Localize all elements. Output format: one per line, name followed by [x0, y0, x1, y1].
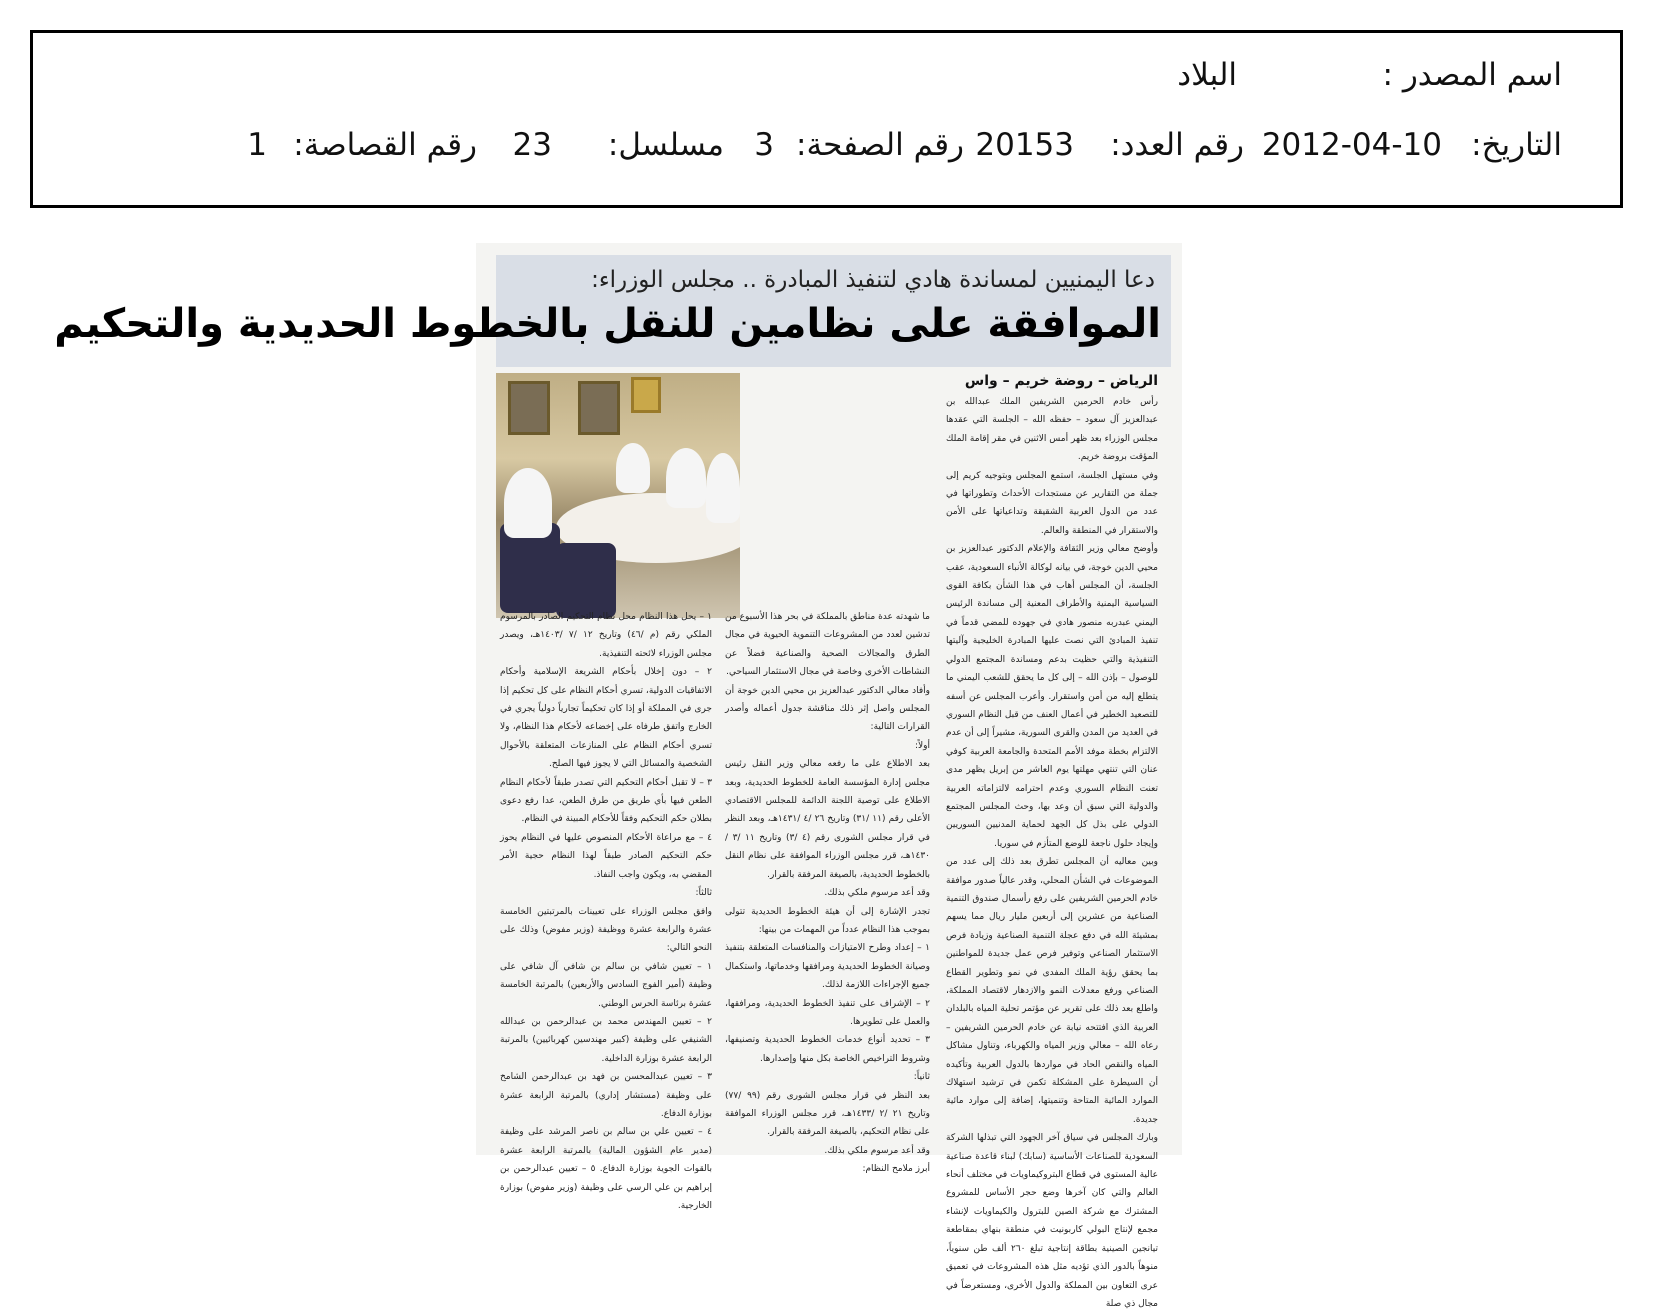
page-label: رقم الصفحة: [796, 127, 964, 163]
paragraph: ثالثاً: [695, 888, 712, 899]
source-value: البلاد [1177, 57, 1237, 93]
byline: الرياض – روضة خريم – واس [964, 373, 1158, 389]
paragraph: ما شهدته عدة مناطق بالمملكة في بحر هذا الأسبوع من تدشين لعدد من المشروعات التنموية الحيوية في مجال الطرق والمجالات الصحية والصناعية فضلاً عن النشاطات الأخرى وخاصة في مجال الاستثمار السياحي. [725, 612, 930, 678]
page-value: 3 [754, 127, 774, 163]
paragraph: ثانياً: [913, 1072, 930, 1083]
chandelier [631, 377, 661, 413]
source-info-box [30, 30, 1623, 208]
attendee [504, 468, 552, 538]
paragraph: ٢ – دون إخلال بأحكام الشريعة الإسلامية وأحكام الاتفاقيات الدولية، تسري أحكام النظام على كل تحكيم إذا جرى في المملكة أو إذا كان تحكيماً تجارياً دولياً يجري في الخارج واتفق طرفاه على إخضاعه لأحكام هذا النظام، ولا تسري أحكام النظام على المنازعات المتعلقة بالأحوال الشخصية والمسائل التي لا يجوز فيها الصلح. [500, 667, 712, 770]
kicker: دعا اليمنيين لمساندة هادي لتنفيذ المبادرة .. مجلس الوزراء: [591, 267, 1155, 293]
paragraph: ٢ – تعيين المهندس محمد بن عبدالرحمن بن عبدالله الشنيفي على وظيفة (كبير مهندسين كهربائيين) بالمرتبة الرابعة عشرة بوزارة الداخلية. [500, 1016, 712, 1064]
article-column-middle [725, 608, 930, 1179]
paragraph: أبرز ملامح النظام: [862, 1164, 930, 1175]
paragraph: وقد أعد مرسوم ملكي بذلك. [824, 888, 930, 899]
cabinet-meeting-photo [496, 373, 740, 618]
issue-label: رقم العدد: [1110, 127, 1244, 163]
paragraph: ٤ – مع مراعاة الأحكام المنصوص عليها في النظام يحوز حكم التحكيم الصادر طبقاً لهذا النظام حجية الأمر المقضي به، ويكون واجب النفاذ. [500, 832, 712, 880]
portrait-frame [578, 381, 620, 435]
attendee [706, 453, 740, 523]
paragraph: ١ – إعداد وطرح الامتيازات والمنافسات المتعلقة بتنفيذ وصيانة الخطوط الحديدية ومرافقها وخدماتها، واستكمال جميع الإجراءات اللازمة لذلك. [725, 943, 930, 991]
paragraph: ٣ – لا تقبل أحكام التحكيم التي تصدر طبقاً لأحكام النظام الطعن فيها بأي طريق من طرق الطعن، عدا رفع دعوى بطلان حكم التحكيم وفقاً للأحكام المبينة في النظام. [500, 777, 712, 825]
portrait-frame [508, 381, 550, 435]
source-label: اسم المصدر : [1382, 57, 1562, 93]
paragraph: وبين معاليه أن المجلس تطرق بعد ذلك إلى عدد من الموضوعات في الشأن المحلي، وقدر عالياً صدور موافقة خادم الحرمين الشريفين على رفع رأسمال صندوق التنمية الصناعية من عشرين إلى أربعين مليار ريال مما يسهم بمشيئة الله في دفع عجلة التنمية الصناعية وزيادة فرص الاستثمار الصناعي وتوفير فرص عمل جديدة للمواطنين بما يحقق رؤية الملك المفدى في نمو وتطوير القطاع الصناعي ورفع معدلات النمو والازدهار لاقتصاد المملكة، واطلع بعد ذلك على تقرير عن مؤتمر تحلية المياه بالبلدان العربية الذي افتتحه نيابة عن خادم الحرمين الشريفين – رعاه الله – معالي وزير المياه والكهرباء، وتناول مشاكل المياه والنقص الحاد في مواردها بالدول العربية وتأكيده أن السيطرة على المشكلة تكمن في ترشيد استهلاك الموارد المائية المتاحة وتنميتها، إضافة إلى موارد مائية جديدة. [946, 857, 1158, 1125]
paragraph: ٢ – الإشراف على تنفيذ الخطوط الحديدية، ومرافقها، والعمل على تطويرها. [725, 998, 930, 1027]
article-column-right [946, 393, 1158, 1313]
attendee [666, 448, 706, 508]
clip-value: 1 [247, 127, 267, 163]
paragraph: ١ – يحل هذا النظام محل نظام التحكيم الصادر بالمرسوم الملكي رقم (م /٤٦) وتاريخ ١٢ /٧ /١٤٠٣هـ، ويصدر مجلس الوزراء لائحته التنفيذية. [500, 612, 712, 659]
paragraph: وبارك المجلس في سياق آخر الجهود التي تبذلها الشركة السعودية للصناعات الأساسية (سابك) لبناء قاعدة صناعية عالية المستوى في قطاع البتروكيماويات في مختلف أنحاء العالم والتي كان آخرها وضع حجر الأساس للمشروع المشترك مع شركة الصين للبترول والكيماويات لإنشاء مجمع لإنتاج البولي كاربونيت في منطقة بنهاي بمقاطعة تيانجين الصينية بطاقة إنتاجية تبلغ ٢٦٠ ألف طن سنوياً، منوهاً بالدور الذي تؤديه مثل هذه المشروعات في تعميق عرى التعاون بين المملكة والدول الأخرى، ومستعرضاً في مجال ذي صلة [946, 1133, 1159, 1309]
serial-label: مسلسل: [607, 127, 724, 163]
paragraph: وقد أعد مرسوم ملكي بذلك. [824, 1145, 930, 1156]
paragraph: أولاً: [914, 740, 930, 751]
newspaper-clipping [54, 243, 1182, 1309]
paragraph: ١ – تعيين شافي بن سالم بن شافي آل شافي على وظيفة (أمير الفوج السادس والأربعين) بالمرتبة الخامسة عشرة برئاسة الحرس الوطني. [500, 961, 712, 1009]
paragraph: ٣ – تعيين عبدالمحسن بن فهد بن عبدالرحمن الشامخ على وظيفة (مستشار إداري) بالمرتبة الرابعة عشرة بوزارة الدفاع. [500, 1072, 712, 1119]
article-column-left [500, 608, 712, 1215]
paragraph: وافق مجلس الوزراء على تعيينات بالمرتبتين الخامسة عشرة والرابعة عشرة ووظيفة (وزير مفوض) وذلك على النحو التالي: [500, 906, 712, 954]
paragraph: وفي مستهل الجلسة، استمع المجلس وبتوجيه كريم إلى جملة من التقارير عن مستجدات الأحداث وتطوراتها في عدد من الدول العربية الشقيقة وتداعياتها على الأمن والاستقرار في المنطقة والعالم. [946, 470, 1158, 536]
clip-label: رقم القصاصة: [293, 127, 477, 163]
chair [556, 543, 616, 618]
paragraph: ٤ – تعيين علي بن سالم بن ناصر المرشد على وظيفة (مدير عام الشؤون المالية) بالمرتبة الرابعة عشرة بالقوات الجوية بوزارة الدفاع. ٥ – تعيين عبدالرحمن بن إبراهيم بن علي الرسي على وظيفة (وزير مفوض) بوزارة الخارجية. [500, 1127, 712, 1211]
date-value: 2012-04-10 [1261, 127, 1442, 163]
date-label: التاريخ: [1471, 127, 1562, 163]
paragraph: وأوضح معالي وزير الثقافة والإعلام الدكتور عبدالعزيز بن محيي الدين خوجة، في بيانه لوكالة الأنباء السعودية، عقب الجلسة، أن المجلس أهاب في هذا الشأن بكافة القوى السياسية اليمنية والأطراف المعنية إلى مساندة الرئيس اليمني عبدربه منصور هادي في جهوده للمضي قدماً في تنفيذ المبادئ التي نصت عليها المبادرة الخليجية وآليتها التنفيذية والتي حظيت بدعم ومساندة المجتمع الدولي للوصول – بإذن الله – إلى كل ما يحقق للشعب اليمني ما يتطلع إليه من أمن واستقرار. وأعرب المجلس عن أسفه للتصعيد الخطير في أعمال العنف من قبل النظام السوري في العديد من المدن والقرى السورية، مشيراً إلى أن عدم الالتزام بخطة موفد الأمم المتحدة والجامعة العربية كوفي عنان التي تنتهي مهلتها يوم العاشر من إبريل يظهر مدى تعنت النظام السوري وعدم احترامه لالتزاماته العربية والدولية التي سبق أن وعد بها، وحث المجلس المجتمع الدولي على بذل كل الجهد لحماية المدنيين السوريين وإيجاد حلول ناجعة للوضع المتأزم في سوريا. [946, 544, 1158, 849]
serial-value: 23 [512, 127, 552, 163]
paragraph: بعد النظر في قرار مجلس الشورى رقم (٩٩ /٧٧) وتاريخ ٢١ /٢ /١٤٣٣هـ، قرر مجلس الوزراء الموافقة على نظام التحكيم، بالصيغة المرفقة بالقرار. [725, 1090, 930, 1138]
attendee [616, 443, 650, 493]
issue-value: 20153 [975, 127, 1074, 163]
paragraph: وأفاد معالي الدكتور عبدالعزيز بن محيي الدين خوجة أن المجلس واصل إثر ذلك مناقشة جدول أعماله وأصدر القرارات التالية: [725, 685, 930, 733]
paragraph: تجدر الإشارة إلى أن هيئة الخطوط الحديدية تتولى بموجب هذا النظام عدداً من المهمات من بينها: [725, 906, 930, 935]
headline: الموافقة على نظامين للنقل بالخطوط الحديدية والتحكيم [54, 301, 1161, 347]
paragraph: بعد الاطلاع على ما رفعه معالي وزير النقل رئيس مجلس إدارة المؤسسة العامة للخطوط الحديدية، وبعد الاطلاع على توصية اللجنة الدائمة للمجلس الاقتصادي الأعلى رقم (١١ /٣١) وتاريخ ٢٦ /٤ /١٤٣١هـ، وبعد النظر في قرار مجلس الشورى رقم (٤ /٣) وتاريخ ١١ /٣ /١٤٣٠هـ، قرر مجلس الوزراء الموافقة على نظام النقل بالخطوط الحديدية، بالصيغة المرفقة بالقرار. [725, 759, 930, 880]
paragraph: رأس خادم الحرمين الشريفين الملك عبدالله بن عبدالعزيز آل سعود – حفظه الله – الجلسة التي عقدها مجلس الوزراء بعد ظهر أمس الاثنين في مقر إقامة الملك المؤقت بروضة خريم. [946, 397, 1158, 463]
paragraph: ٣ – تحديد أنواع خدمات الخطوط الحديدية وتصنيفها، وشروط التراخيص الخاصة بكل منها وإصدارها. [725, 1035, 930, 1064]
headline-banner [54, 255, 1171, 367]
